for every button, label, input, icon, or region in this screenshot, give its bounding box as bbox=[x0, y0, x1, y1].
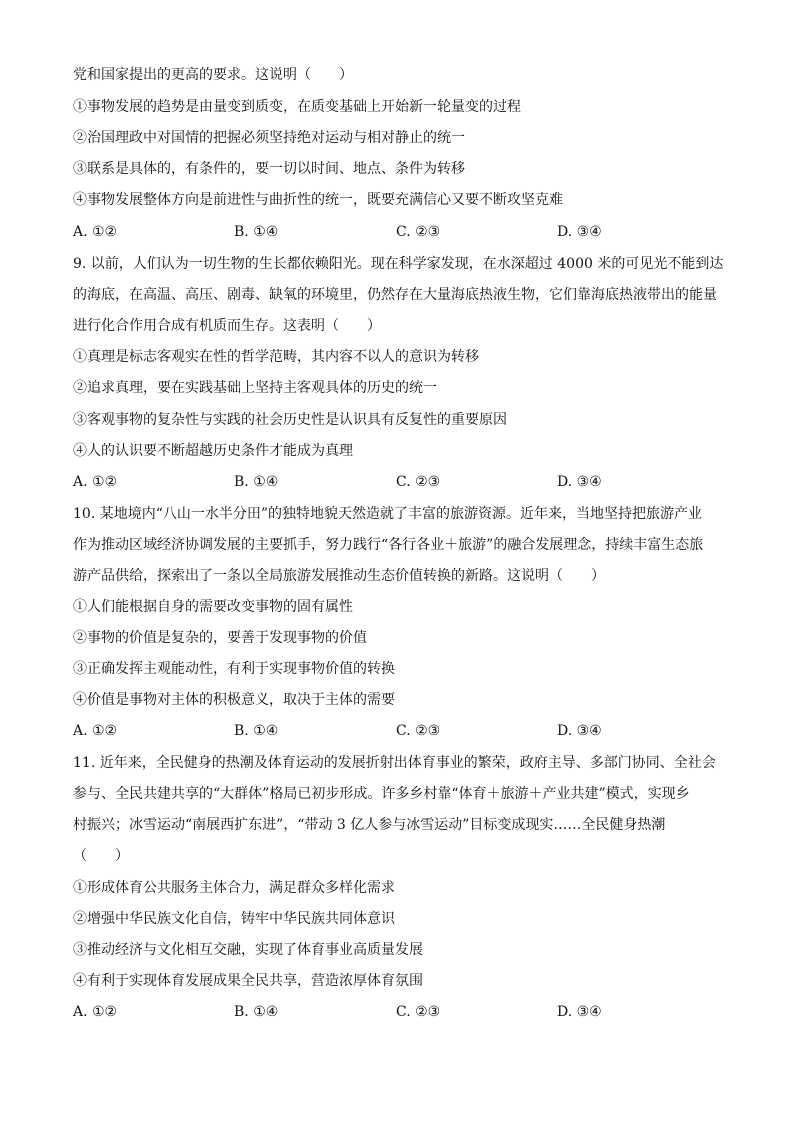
q9-option-c: C. ②③ bbox=[396, 474, 441, 490]
q9-statement-3: ③客观事物的复杂性与实践的社会历史性是认识具有反复性的重要原因 bbox=[73, 412, 507, 428]
q10-option-b: B. ①④ bbox=[234, 723, 279, 739]
q8-statement-4: ④事物发展整体方向是前进性与曲折性的统一，既要充满信心又要不断攻坚克难 bbox=[73, 192, 563, 208]
q10-stem-line-3: 游产品供给，探索出了一条以全局旅游发展推动生态价值转换的新路。这说明（ ） bbox=[73, 568, 605, 584]
q8-statement-3: ③联系是具体的，有条件的，要一切以时间、地点、条件为转移 bbox=[73, 161, 465, 177]
q8-statement-2: ②治国理政中对国情的把握必须坚持绝对运动与相对静止的统一 bbox=[73, 130, 465, 146]
q9-statement-1: ①真理是标志客观实在性的哲学范畴，其内容不以人的意识为转移 bbox=[73, 349, 479, 365]
q10-option-a: A. ①② bbox=[73, 723, 118, 739]
q11-statement-4: ④有利于实现体育发展成果全民共享，营造浓厚体育氛围 bbox=[73, 973, 423, 989]
q11-stem-line-2: 参与、全民共建共享的“大群体”格局已初步形成。许多乡村靠“体育＋旅游＋产业共建”模式，实现乡 bbox=[73, 786, 690, 802]
q9-stem-line-3: 进行化合作用合成有机质而生存。这表明（ ） bbox=[73, 318, 381, 334]
q9-statement-4: ④人的认识要不断超越历史条件才能成为真理 bbox=[73, 443, 353, 459]
q9-option-d: D. ③④ bbox=[557, 474, 602, 490]
q9-stem-line-1: 9. 以前，人们认为一切生物的生长都依赖阳光。现在科学家发现，在水深超过 4000 米的可见光不能到达 bbox=[73, 256, 724, 272]
q9-stem-line-2: 的海底，在高温、高压、剧毒、缺氧的环境里，仍然存在大量海底热液生物，它们靠海底热液带出的能量 bbox=[73, 287, 717, 303]
q10-stem-line-1: 10. 某地境内“八山一水半分田”的独特地貌天然造就了丰富的旅游资源。近年来，当地坚持把旅游产业 bbox=[73, 506, 703, 522]
q11-stem-line-1: 11. 近年来，全民健身的热潮及体育运动的发展折射出体育事业的繁荣，政府主导、多部门协同、全社会 bbox=[73, 755, 716, 771]
q11-statement-3: ③推动经济与文化相互交融，实现了体育事业高质量发展 bbox=[73, 942, 423, 958]
q11-stem-line-4: （ ） bbox=[73, 848, 129, 864]
q9-statement-2: ②追求真理，要在实践基础上坚持主客观具体的历史的统一 bbox=[73, 380, 437, 396]
q11-statement-1: ①形成体育公共服务主体合力，满足群众多样化需求 bbox=[73, 880, 395, 896]
q10-option-c: C. ②③ bbox=[396, 723, 441, 739]
q9-option-a: A. ①② bbox=[73, 474, 118, 490]
q10-statement-1: ①人们能根据自身的需要改变事物的固有属性 bbox=[73, 599, 353, 615]
q8-option-c: C. ②③ bbox=[396, 224, 441, 240]
q8-statement-1: ①事物发展的趋势是由量变到质变，在质变基础上开始新一轮量变的过程 bbox=[73, 99, 521, 115]
q11-option-c: C. ②③ bbox=[396, 1004, 441, 1020]
q11-stem-line-3: 村振兴；冰雪运动“南展西扩东进”，“带动 3 亿人参与冰雪运动”目标变成现实……全民健身热潮 bbox=[73, 817, 666, 833]
q11-option-a: A. ①② bbox=[73, 1004, 118, 1020]
q8-option-a: A. ①② bbox=[73, 224, 118, 240]
q8-option-b: B. ①④ bbox=[234, 224, 279, 240]
q11-option-d: D. ③④ bbox=[557, 1004, 602, 1020]
q8-stem-line: 党和国家提出的更高的要求。这说明（ ） bbox=[73, 67, 353, 83]
q10-statement-3: ③正确发挥主观能动性，有利于实现事物价值的转换 bbox=[73, 661, 395, 677]
q10-statement-4: ④价值是事物对主体的积极意义，取决于主体的需要 bbox=[73, 692, 395, 708]
q10-option-d: D. ③④ bbox=[557, 723, 602, 739]
q11-option-b: B. ①④ bbox=[234, 1004, 279, 1020]
q10-statement-2: ②事物的价值是复杂的，要善于发现事物的价值 bbox=[73, 630, 367, 646]
q8-option-d: D. ③④ bbox=[557, 224, 602, 240]
q11-statement-2: ②增强中华民族文化自信，铸牢中华民族共同体意识 bbox=[73, 911, 395, 927]
q9-option-b: B. ①④ bbox=[234, 474, 279, 490]
q10-stem-line-2: 作为推动区域经济协调发展的主要抓手，努力践行“各行各业＋旅游”的融合发展理念，持续丰富生态旅 bbox=[73, 537, 704, 553]
